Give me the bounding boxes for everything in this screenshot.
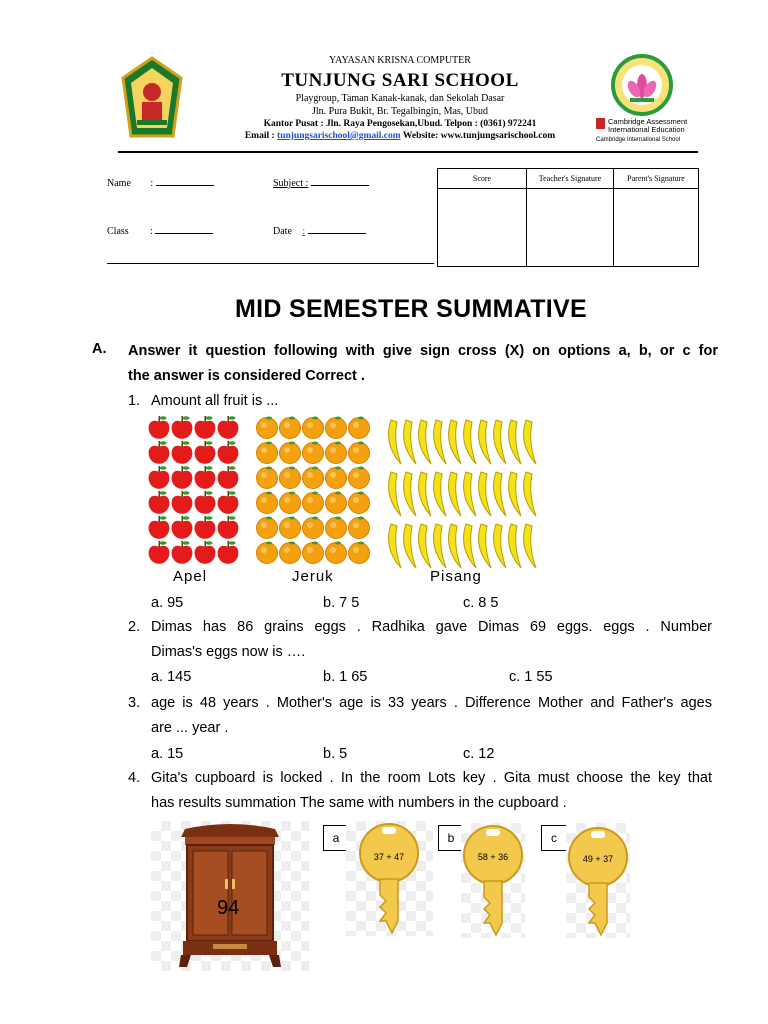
orange-icon — [257, 442, 278, 464]
q3-text — [151, 691, 712, 741]
foundation-name: YAYASAN KRISNA COMPUTER — [329, 55, 471, 66]
name-label: Name — [107, 178, 131, 189]
class-input[interactable] — [155, 224, 213, 234]
orange-icon — [257, 542, 278, 564]
key-b-sum: 58 + 36 — [477, 852, 509, 862]
orange-icon — [303, 417, 324, 439]
q3-option-b[interactable]: b. 5 — [323, 746, 348, 762]
score-header: Score — [438, 169, 527, 189]
banana-icon — [464, 420, 476, 464]
school-name: TUNJUNG SARI SCHOOL — [281, 70, 519, 91]
apple-icon — [218, 541, 239, 564]
apple-icon — [195, 491, 216, 514]
school-address: Jln. Pura Bukit, Br. Tegalbingin, Mas, Ubud — [311, 106, 489, 117]
key-b-letter-box: b — [438, 825, 464, 851]
apple-icon — [195, 516, 216, 539]
apple-icon — [218, 441, 239, 464]
banana-icon — [524, 420, 536, 464]
apple-icon — [195, 441, 216, 464]
q2-option-c[interactable]: c. 1 55 — [509, 669, 553, 685]
banana-icon — [509, 524, 521, 568]
header-divider — [118, 151, 698, 153]
contact-line — [210, 131, 590, 141]
q1-text: Amount all fruit is ... — [151, 393, 279, 409]
school-crest-logo — [121, 56, 183, 142]
apple-icon — [218, 466, 239, 489]
apple-icon — [172, 416, 193, 439]
apple-icon — [172, 466, 193, 489]
banana-icon — [389, 472, 401, 516]
banana-icon — [464, 472, 476, 516]
q3-option-c[interactable]: c. 12 — [463, 746, 495, 762]
orange-icon — [257, 467, 278, 489]
apple-icon — [149, 466, 170, 489]
orange-icon — [349, 542, 370, 564]
cambridge-line-2: International Education — [608, 125, 685, 134]
banana-icon — [449, 524, 461, 568]
office-contact: Kantor Pusat : Jln. Raya Pengosekan,Ubud. Telpon : (0361) 972241 — [263, 119, 537, 129]
banana-icon — [404, 524, 416, 568]
q3-option-a[interactable]: a. 15 — [151, 746, 184, 762]
banana-icon — [449, 420, 461, 464]
banana-icon — [479, 420, 491, 464]
instruction-line-1: Answer it question following with give sign cross (X) on options a, b, or c for — [128, 343, 718, 359]
class-colon: : — [150, 226, 153, 237]
apple-icon — [172, 441, 193, 464]
q4-line-2: has results summation The same with numbers in the cupboard . — [151, 795, 567, 811]
cupboard-icon — [151, 821, 309, 971]
banana-icon — [524, 524, 536, 568]
orange-icon — [326, 492, 347, 514]
orange-icon — [280, 442, 301, 464]
lotus-logo — [610, 54, 674, 116]
apple-icon — [218, 416, 239, 439]
teacher-signature-cell[interactable] — [527, 189, 614, 267]
key-c-image — [566, 823, 630, 938]
key-a-icon — [346, 821, 433, 936]
orange-icon — [303, 467, 324, 489]
banana-icon — [419, 524, 431, 568]
q2-line-2: Dimas's eggs now is …. — [151, 644, 306, 660]
email-label: Email : — [244, 131, 278, 141]
cambridge-shield-icon — [596, 118, 605, 129]
q1-option-b[interactable]: b. 7 5 — [323, 595, 360, 611]
orange-icon — [280, 417, 301, 439]
orange-icon — [280, 542, 301, 564]
orange-icon — [257, 492, 278, 514]
apple-icon — [218, 516, 239, 539]
cambridge-line-1: Cambridge Assessment — [608, 117, 688, 126]
banana-grid — [383, 414, 543, 568]
q4-text — [151, 766, 712, 816]
key-option-b[interactable] — [438, 823, 548, 938]
orange-icon — [326, 517, 347, 539]
banana-icon — [494, 472, 506, 516]
banana-icon — [524, 472, 536, 516]
apple-icon — [149, 441, 170, 464]
q1-number: 1. — [128, 393, 141, 409]
orange-icon — [303, 492, 324, 514]
q2-option-a[interactable]: a. 145 — [151, 669, 192, 685]
banana-icon — [479, 524, 491, 568]
instruction-line-2: the answer is considered Correct . — [128, 368, 365, 384]
cupboard-image — [151, 821, 309, 971]
banana-icon — [419, 472, 431, 516]
key-b-icon — [461, 823, 525, 938]
name-input[interactable] — [156, 176, 214, 186]
banana-icon — [494, 420, 506, 464]
date-field — [273, 224, 366, 237]
orange-icon — [349, 467, 370, 489]
banana-icon — [509, 420, 521, 464]
key-option-a[interactable] — [323, 821, 433, 936]
date-colon: : — [302, 226, 306, 237]
orange-icon — [326, 542, 347, 564]
key-c-letter-box: c — [541, 825, 567, 851]
school-programs: Playgroup, Taman Kanak-kanak, dan Sekolah Dasar — [295, 93, 505, 104]
key-option-c[interactable] — [541, 823, 651, 938]
apple-icon — [149, 516, 170, 539]
fruit-label-apel: Apel — [173, 568, 208, 585]
email-link[interactable]: tunjungsarischool@gmail.com — [277, 131, 401, 141]
key-c-icon — [566, 823, 630, 938]
cambridge-line-3: Cambridge International School — [596, 137, 681, 143]
orange-icon — [257, 417, 278, 439]
apple-icon — [195, 541, 216, 564]
q3-number: 3. — [128, 695, 141, 711]
banana-icon — [434, 524, 446, 568]
date-label: Date — [273, 226, 292, 237]
apple-icon — [172, 491, 193, 514]
subject-label: Subject : — [273, 178, 309, 189]
orange-icon — [303, 517, 324, 539]
banana-icon — [404, 420, 416, 464]
apple-icon — [149, 491, 170, 514]
q3-line-2: are ... year . — [151, 720, 229, 736]
banana-icon — [389, 524, 401, 568]
name-colon: : — [150, 178, 154, 189]
q2-text — [151, 615, 712, 665]
q1-option-c[interactable]: c. 8 5 — [463, 595, 499, 611]
apple-icon — [195, 466, 216, 489]
banana-icon — [404, 472, 416, 516]
orange-icon — [326, 442, 347, 464]
key-a-image — [346, 821, 433, 936]
orange-icon — [349, 417, 370, 439]
key-c-sum: 49 + 37 — [582, 854, 614, 864]
banana-icon — [434, 420, 446, 464]
orange-icon — [280, 467, 301, 489]
parent-signature-header: Parent's Signature — [614, 169, 699, 189]
section-instruction — [128, 339, 718, 389]
apple-icon — [172, 516, 193, 539]
section-letter: A. — [92, 341, 107, 357]
orange-icon — [349, 492, 370, 514]
banana-icon — [419, 420, 431, 464]
q4-line-1: Gita's cupboard is locked . In the room Lots key . Gita must choose the key that — [151, 770, 712, 786]
key-b-image — [461, 823, 525, 938]
banana-icon — [479, 472, 491, 516]
q2-line-1: Dimas has 86 grains eggs . Radhika gave Dimas 69 eggs. eggs . Number — [151, 619, 712, 635]
orange-icon — [326, 467, 347, 489]
q1-option-a[interactable]: a. 95 — [151, 595, 184, 611]
orange-icon — [257, 517, 278, 539]
apple-icon — [149, 541, 170, 564]
banana-icon — [494, 524, 506, 568]
page-title: MID SEMESTER SUMMATIVE — [235, 295, 587, 323]
orange-icon — [303, 442, 324, 464]
score-cell[interactable] — [438, 189, 527, 267]
orange-icon — [303, 542, 324, 564]
key-a-sum: 37 + 47 — [373, 852, 405, 862]
cupboard-number: 94 — [217, 897, 240, 919]
fruit-label-pisang: Pisang — [430, 568, 482, 585]
q2-option-b[interactable]: b. 1 65 — [323, 669, 368, 685]
fruit-label-jeruk: Jeruk — [292, 568, 334, 585]
parent-signature-cell[interactable] — [614, 189, 699, 267]
teacher-signature-header: Teacher's Signature — [527, 169, 614, 189]
apple-icon — [149, 416, 170, 439]
banana-icon — [389, 420, 401, 464]
subject-input[interactable] — [311, 176, 369, 186]
orange-icon — [280, 517, 301, 539]
banana-icon — [509, 472, 521, 516]
apple-grid — [148, 414, 240, 568]
orange-grid — [255, 414, 370, 568]
banana-icon — [449, 472, 461, 516]
class-field — [107, 224, 213, 237]
orange-icon — [326, 417, 347, 439]
orange-icon — [349, 442, 370, 464]
info-divider — [107, 263, 434, 264]
key-a-letter-box: a — [323, 825, 349, 851]
q3-line-1: age is 48 years . Mother's age is 33 years . Difference Mother and Father's ages — [151, 695, 712, 711]
banana-icon — [464, 524, 476, 568]
q2-number: 2. — [128, 619, 141, 635]
subject-field — [273, 176, 369, 189]
q4-number: 4. — [128, 770, 141, 786]
website-text: Website: www.tunjungsarischool.com — [400, 131, 556, 141]
date-input[interactable] — [308, 224, 366, 234]
name-field — [107, 176, 214, 189]
apple-icon — [218, 491, 239, 514]
class-label: Class — [107, 226, 129, 237]
orange-icon — [349, 517, 370, 539]
signature-table — [437, 168, 699, 267]
banana-icon — [434, 472, 446, 516]
apple-icon — [195, 416, 216, 439]
apple-icon — [172, 541, 193, 564]
orange-icon — [280, 492, 301, 514]
